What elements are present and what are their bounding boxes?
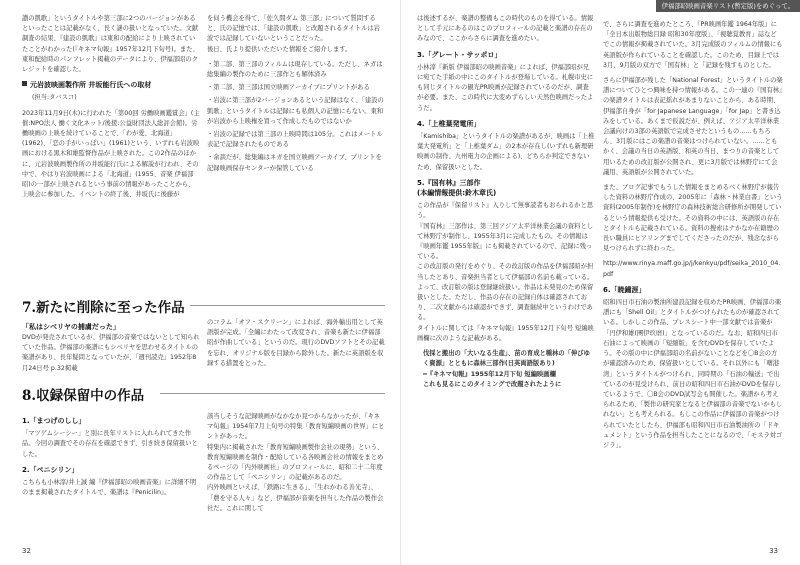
item-title: 5.『国有林』三部作 bbox=[417, 178, 481, 187]
paragraph: を伺う機会を得て、「佐久間ダム 第三部」について質問すると、氏の記憶では、「建設の凱歌」と改題されるタイトルは岩波では記録していないということだった。 後日、氏より提供いただいた情報をご紹介します。 bbox=[207, 15, 381, 53]
subheading bbox=[22, 80, 200, 90]
paragraph: のコラム「オフ・スクリーン」によれば、海外輸出用として英語版が完成。「全編にわたって改変され、音楽も新たに伊福部昭が作曲している」というのだ。現行のDVDソフトとその記載を忘れ、オリジナル版を目録から除外した。新たに英語版を収録する措置をとった。 bbox=[207, 319, 385, 367]
item-title: 6.「暁鐘涯」 bbox=[603, 285, 646, 294]
page-number-right: 33 bbox=[769, 547, 778, 555]
paragraph: こちらも小林淳/井上誠 編『伊福部昭の映画音楽』に詳細不明のまま掲載されたタイトルで、楽譜は『Penicilin』。 bbox=[22, 479, 197, 497]
paragraph: は後述するが、楽譜の整備もこの時代のものを得ている。情報として手元にあるのはこのプロフィールの記載と楽譜の存在のみなので、ここからさらに調査を進めたい。 bbox=[417, 15, 594, 43]
paragraph: 2023年11月9日(木)に行われた「第00回 労働映画鑑賞会」(主催:NPO法人 働く文化ネット/後援:公益財団法人総評会館)。労働映画の上映を続けていることで、「わが愛、北海道」(1962)、「恋の手がいっぱい」(1961)という、いずれも岩波映画における黒木和雄監督作品が上映された。この2作品のほかに、元岩波映画製作所の井坂能行氏による解説が行われ、その中で、やはり岩波映画による「北海道」(1955、音楽 伊福部昭)の一部が上映されるという事前の情報があったことから、上映会に参加した。イベントの終了後、井坂氏に後藤が bbox=[22, 109, 200, 199]
list-item: ・岩波の記録では第三部の上映時間は105分。これはメートル表記で記録されたものである bbox=[207, 131, 383, 149]
divider bbox=[190, 305, 385, 306]
paragraph: 昭和四日市石油の製油所建設記録を収めたPR映画、伊福部の楽譜にも「Shell Oil」とタイトルがつけられたものが確認されている。しかしこの作品、プレスシート中一部文献では音楽が「円伊和雄(團伊玖磨)」となっているのだ。なお、昭和四日市石油によって映画の「短縮版」を含むDVDを保存していたよう。その版の中に伊福部昭の名前がないことなどを〇B会の方が確認済みのため、保留扱いとしている。それ以外にも「曙港湾」というタイトルがつけられ、同時期の「石油の輸送」で出ているのが見受けられ、前日の昭和四日市石油がDVDを保存しているようで、〇B会のDVD試写会も開催した。楽譜から考えられるため、「製作の研究家となると伊福部の音楽でないかもしれない」とも考えられる。もしこの作品に伊福部の音楽がつけられていたとしたら、伊福部も昭和四日市石油製油所の「ドキュメント」という作品を担当したことになるので、「モスラ対ゴジラ」。 bbox=[603, 299, 783, 449]
divider bbox=[160, 393, 385, 394]
paragraph: で、さらに調査を進めたところ、『PR映画年鑑 1964年版』に「全日本出版物総目録 昭和30年度版」、「視聴覚教育」誌などでこの情報が掲載されていた。3月完成版のフィルムの情報にも英語版が作られていることを確認した。このため、目録上では3月、9月版の双方で「国有林」と「記録を残すものとした。 bbox=[603, 21, 783, 69]
left-column-1 bbox=[22, 14, 200, 302]
section-7-column-1 bbox=[22, 333, 200, 373]
item-title: 2.「ペニシリン」 bbox=[22, 465, 79, 474]
list-item: ・余談だが、総集編はネガを国立映画アーカイブ、プリントを記録映画保存センターが保管している bbox=[207, 154, 382, 172]
paragraph: また、ブログ記事でもうした情報をまとめるべく林野庁が報告した資料の林野庁作成の、2005年に「森林・林業白書」という資料(2005年制作)を林野庁の森林技術総合研修所が開発しているという情報提供も受けた。その資料の中には、英語版の存在とタイトルも記載されている。資料の捜索はナかなか在籍歴の長い職員にヒアリングまでしてくださったのだが、残念ながら見つけられずに終わった。 bbox=[603, 184, 783, 253]
paragraph: 「Kamishiba」というタイトルの楽譜があるが、映画は「上椎葉大発電所」と「上椎葉ダム」の2本が存在し(いずれも新理研映画の制作、九州電力の企画による)、どちらか判定できないため、保留扱いとした。 bbox=[417, 133, 595, 171]
right-column-2 bbox=[603, 20, 783, 544]
list-item: ・第二部、第三部のフィルムは現存している。ただし、ネガは総集編の製作のために三部作とも解体済み bbox=[207, 60, 383, 79]
quote: 伐採と搬出の「大いなる生産」、苗の育成と種林の「伸びゆく資源」とともに森林三部作(日英両語版あり) ━『キネマ旬報』1955年12月下旬 短編映画欄 これも見るにこのタイミングで改題されたように bbox=[423, 350, 590, 388]
running-header: 伊福部昭映画音楽リスト(暫定版)をめぐって。 bbox=[656, 0, 800, 12]
reference-link[interactable] bbox=[603, 259, 783, 279]
paragraph: さらに伊福部が残した「National Forest」というタイトルの楽譜についてひとつ興味を持つ情報がある。この一連の『国有林』の楽譜タイトルは表記揺れがあまりないことから、ある時期、伊福部自身が「for Japanese Language」「for Jap」と書き込みをしている。あくまで仮説だが、例えば、アジア太平洋林業会議向けの3部の英語版で完成させたというもの……もちろん、3月版にはこの楽譜の音楽はつけられていない。……ともかく、会議の当日の英語版、和英の当日、まつりの音楽として用いるための改訂版が公開され、更に3月版では林野庁にて会議用、英語版が公開されていた。 bbox=[603, 77, 783, 176]
right-page bbox=[400, 0, 800, 565]
item-title: 4.「上椎葉発電所」 bbox=[417, 119, 481, 128]
item-title: 3.「グレート・サッポロ」 bbox=[417, 50, 502, 59]
bullet-list bbox=[207, 60, 385, 174]
paragraph: 讃の凱歌」というタイトルや第三部に2つのバージョンがあるといったことは記載がなく、長く謎の扱いとなっていた。文献調査の結果、『建設の凱歌』は東和の配給により上映されていたことがわかった(『キネマ旬報』1957年12月下旬号)。また、東和配給時のパンフレット掲載のデータにより、伊福部昭のクレジットを確認した。 bbox=[22, 15, 199, 74]
paragraph: この作品が『保留リスト』入りして無事読者もおられるかと思う。 『国有林』三部作は、第三回アジア太平洋林業会議の資料として林野庁が制作し、1955年3月に完成したもの。その情報は『映画年鑑 1955年版』にも掲載されているので、記録に残っている。 この改訂版の発行をめぐり、その改訂版の作品を伊福部昭が担当したとあり、音楽担当者として伊福部の名前も載っている。よって、改訂版の版は登録継続扱い。作品は未発見のため保留扱いとした。ただし、作品の存在の記録自体は確認されており、二次文献からは確認ができず、調査継続中というわけである。 タイトルに関しては『キネマ旬報』1955年12月下旬号 短編映画欄に次のような記載がある。 bbox=[417, 202, 594, 342]
subheading-credit: (担当:タバスコ) bbox=[32, 94, 77, 102]
paragraph: 該当しそうな記録映画がなかなか見つからなかったが、『キネマ旬報』1954年7月上旬号の特集「教育短編映画の世界」にヒントがあった。 特集内に掲載された「教育短編映画製作会社の現勢」という、教育短編映画を制作・配給している各映画会社の情報をまとめるページの「内外映画社」のプロフィールに、昭和二十二年度の作品として「ペニシリン」の記載があるのだ。 内外映画といえば、「鉄路に生きる」、「生れかわる善光寺」、「農を守る人々」など、伊福部が音楽を担当した作品の製作会社だ。これに関して bbox=[207, 413, 385, 512]
paragraph: 「マツゲムシーシー」と別に長年リストに入れられてきた作品。今回の調査でその存在を確認できず、引き続き保留扱いとした。 bbox=[22, 430, 198, 458]
left-column-2 bbox=[207, 14, 385, 302]
right-column-1 bbox=[417, 14, 595, 544]
square-bullet-icon bbox=[22, 81, 27, 86]
list-item: ・第二部、第三部は国立映画アーカイブにプリントがある bbox=[207, 84, 370, 92]
list-item: ・岩波に第三部が2バージョンあるという記録はなく、「建設の凱歌」というタイトルは記録にも私個人の記憶にもない。東和が岩波から上映権を買って作成したものではないか bbox=[207, 97, 384, 125]
url-link[interactable]: http://www.rinya.maff.go.jp/j/kenkyu/pdf/seika_2010_04.pdf bbox=[603, 260, 781, 278]
item-title: 1.「まつげのしし」 bbox=[22, 417, 86, 425]
section-7-subheading: 「私はシベリヤの捕虜だった」 bbox=[22, 323, 120, 331]
page-number-left: 32 bbox=[22, 547, 31, 555]
subheading-text: 元岩波映画製作所 井坂能行氏への取材 bbox=[30, 81, 152, 90]
section-8-column-1 bbox=[22, 412, 200, 542]
section-8-heading: 8.収録保留中の作品 bbox=[22, 388, 145, 404]
item-subtitle: (本編情報提供:鈴木章氏) bbox=[417, 189, 497, 198]
paragraph: 小林淳『新版 伊福部昭の映画音楽』によれば、伊福部昭が兄に宛てた手紙の中にこのタイトルが登場している。札幌市史にも同じタイトルの観光PR映画が記録されているのだが、調査が必要。また、この時代に大変めずらしい天然色映画だったようだ。 bbox=[417, 63, 594, 112]
section-7-heading: 7.新たに削除に至った作品 bbox=[22, 300, 185, 316]
section-7-column-2 bbox=[207, 318, 385, 373]
section-8-column-2 bbox=[207, 412, 385, 542]
paragraph: DVDが発売されているが、伊福部の音楽ではないとして知られていた作品。伊福部の楽譜にもシベリヤを思わせるタイトルの楽譜があり、長年疑問となっていたが、「週刊読売」1952年8月24日号 p.32掲載 bbox=[22, 334, 200, 372]
